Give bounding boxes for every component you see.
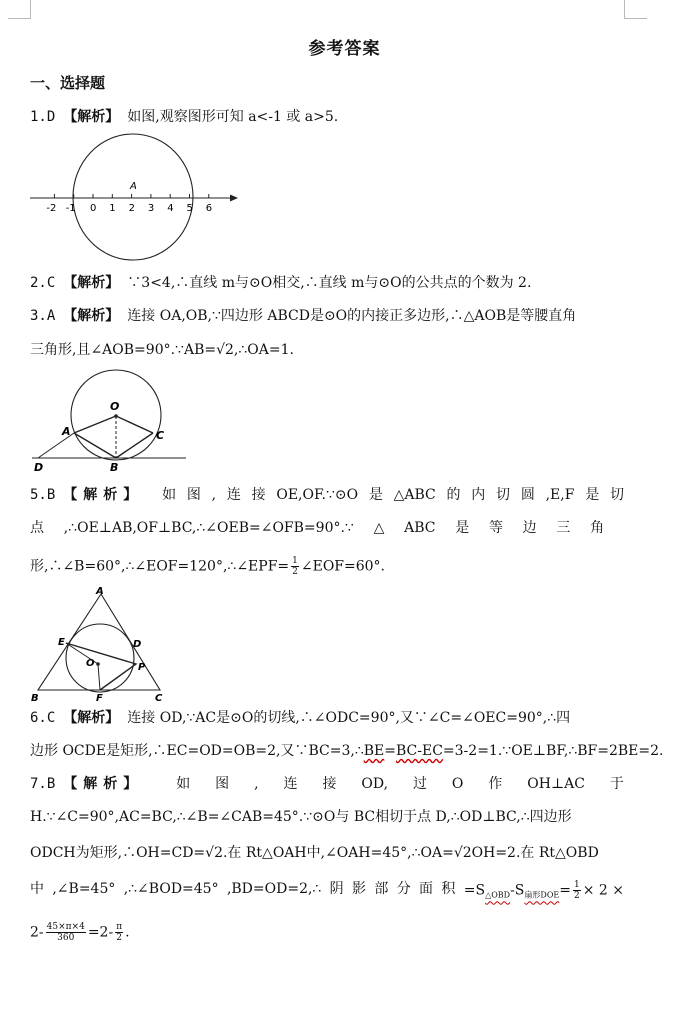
fig3-polygon-ABC [74,433,153,458]
fig5-label-A: A [96,586,104,597]
fig5-incircle [66,624,134,692]
fig3-label-B: B [110,461,119,474]
fig5-label-P: P [138,662,146,673]
fig1-tick-label: -2 [46,203,57,214]
fraction-sector-area: $\frac{45\times\pi\times 4}{360}$ [46,922,85,943]
fig1-tick-label: 5 [186,203,193,214]
figure-incircle-triangle [28,586,168,704]
fig3-center-dot [114,414,118,418]
figure-circle-tangent [30,368,190,474]
fig5-path-EOF [66,643,100,690]
answer-1: 1.D 【解析】 如图,观察图形可知 a<-1 或 a>5. [30,109,339,125]
fraction-half-2: $\frac{1}{2}$ [573,880,580,901]
fig1-tick-label: -1 [65,203,76,214]
page-title: 参考答案 [308,39,381,59]
answer-7: 7.B 【解析】 如 图 , 连 接 OD, 过 O 作 OH⊥AC 于 [30,776,624,792]
page-corner-mark-right [624,0,647,19]
answer-6-cont: 边形 OCDE是矩形,∴EC=OD=OB=2,又∵BC=3,∴BE=BC-EC=3-2=1.∵OE⊥BF,∴BF=2BE=2. [30,743,664,759]
fig1-circle [73,134,193,260]
fig5-label-O: O [86,658,95,669]
fig1-tick-label: 3 [147,203,155,214]
answer-2: 2.C 【解析】 ∵3<4,∴直线 m与⊙O相交,∴直线 m与⊙O的公共点的个数为 2. [30,275,532,291]
fig3-label-A: A [62,425,71,438]
fig5-label-D: D [133,639,142,650]
fig1-tick-label: 2 [128,203,135,214]
answer-7-cont-3: 中 ,∠B=45° ,∴∠BOD=45° ,BD=OD=2,∴ 阴 影 部 分 面 积 $=S_{\triangle OBD}-S_{扇形DOE}=$ $\frac{1}{2}$ × 2 × [30,880,624,905]
fig1-arrow-icon [230,195,238,202]
answer-7-cont-4: 2- $\frac{45\times\pi\times 4}{360}$ =2- $\frac{\pi}{2}$ . [30,922,130,943]
fig5-label-E: E [58,637,65,648]
answer-5-cont: 点 ,∴OE⊥AB,OF⊥BC,∴∠OEB=∠OFB=90°.∵ △ ABC 是 等 边 三 角 [30,520,605,536]
fig3-polygon-AOC [74,416,153,433]
answer-5-cont-2: 形,∴∠B=60°,∴∠EOF=120°,∴∠EPF= $\frac{1}{2}$ ∠EOF=60°. [30,556,386,577]
answer-3-cont: 三角形,且∠AOB=90°.∵AB=√2,∴OA=1. [30,342,294,358]
fig1-tick-label: 4 [167,203,174,214]
fig1-tick-label: 1 [109,203,116,214]
answer-7-cont-1: H.∵∠C=90°,AC=BC,∴∠B=∠CAB=45°.∵⊙O与 BC相切于点 D,∴OD⊥BC,∴四边形 [30,809,572,825]
fig3-label-O: O [110,400,120,413]
fig5-label-C: C [155,693,163,704]
answer-5: 5.B 【解析】 如 图 , 连 接 OE,OF.∵⊙O 是 △ABC 的 内 切 圆 ,E,F 是 切 [30,487,624,503]
fraction-pi-over-2: $\frac{\pi}{2}$ [116,922,123,943]
fig3-label-D: D [34,461,44,474]
answer-7-cont-2: ODCH为矩形,∴OH=CD=√2.在 Rt△OAH中,∠OAH=45°,∴OA=√2OH=2.在 Rt△OBD [30,845,599,861]
fig5-label-B: B [31,693,39,704]
page-corner-mark-left [8,0,31,19]
section-heading: 一、选择题 [30,74,106,92]
figure-number-line-circle [30,132,245,264]
fig1-tick-label: 6 [205,203,213,214]
fig5-label-F: F [96,693,103,704]
fraction-half: $\frac{1}{2}$ [292,556,298,577]
fig1-tick-label: 0 [90,203,97,214]
fig1-point-label: A [130,181,137,192]
fig3-label-C: C [156,429,165,442]
answer-6: 6.C 【解析】 连接 OD,∵AC是⊙O的切线,∴∠ODC=90°,又∵∠C=∠OEC=90°,∴四 [30,710,571,726]
shaded-area-expression: $=S_{\triangle OBD}-S_{扇形DOE}=$ $\frac{1}{2}$ × 2 × [463,880,624,901]
fig5-center-dot [96,662,100,666]
answer-3: 3.A 【解析】 连接 OA,OB,∵四边形 ABCD是⊙O的内接正多边形,∴△AOB是等腰直角 [30,308,577,324]
